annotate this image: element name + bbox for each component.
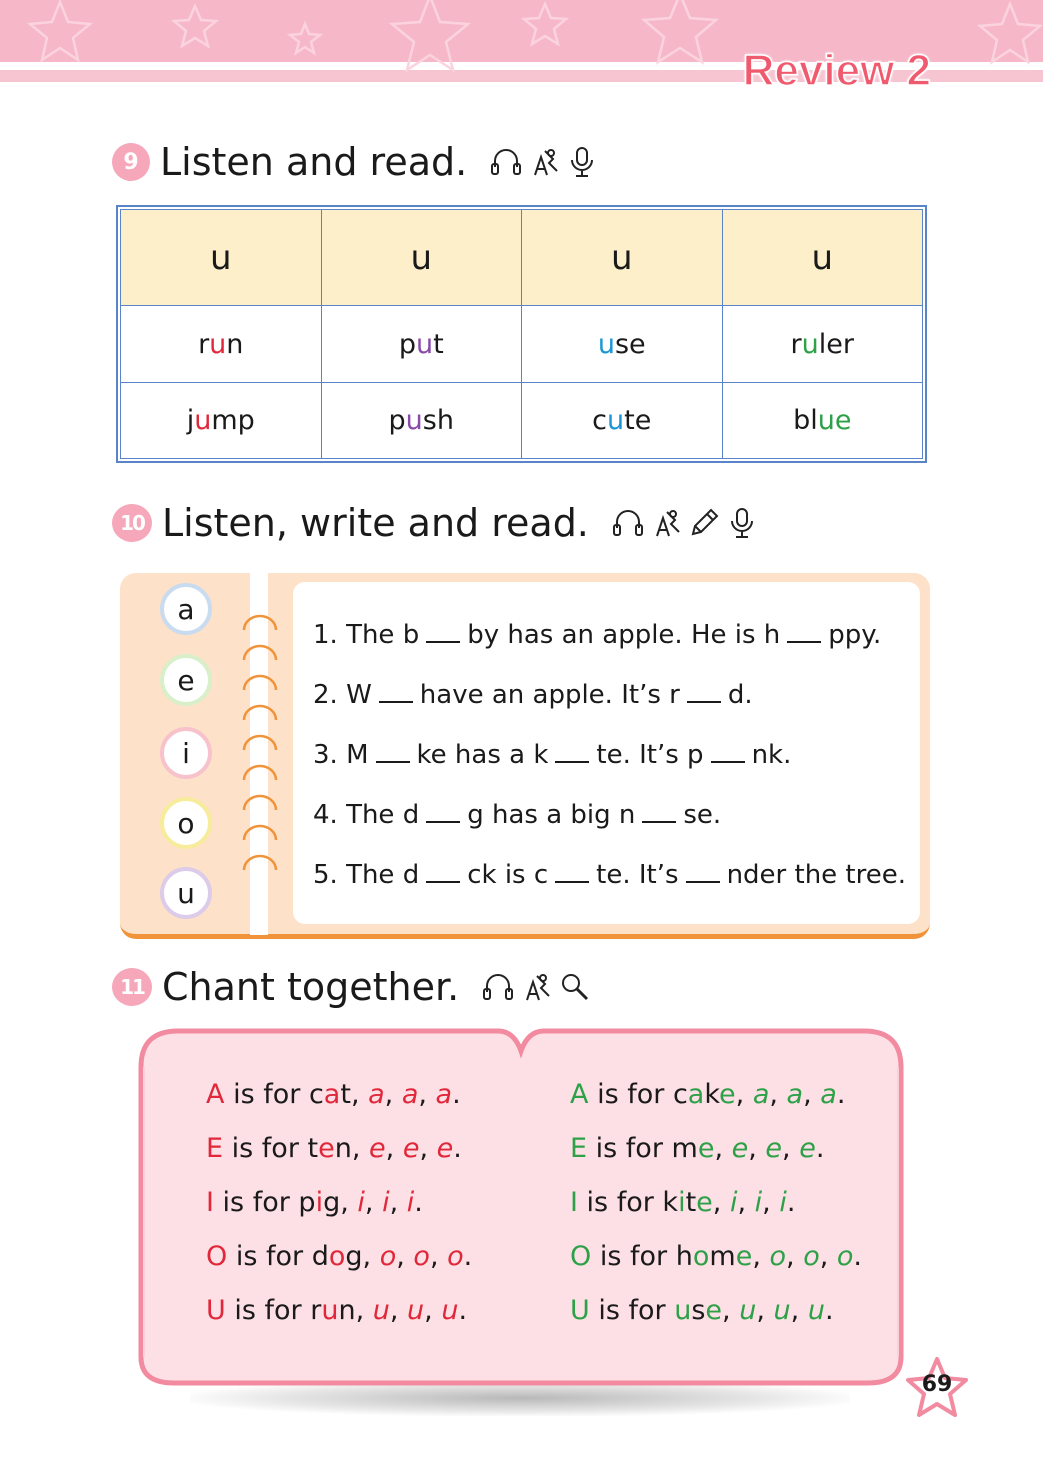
activity-icons <box>481 970 591 1004</box>
blank-input[interactable] <box>426 625 460 643</box>
activity-icons <box>611 506 759 540</box>
table-cell: cute <box>522 382 723 458</box>
table-row <box>121 306 923 382</box>
blank-input[interactable] <box>711 745 745 763</box>
table-cell: use <box>522 306 723 382</box>
blank-input[interactable] <box>376 745 410 763</box>
vowel-circle-e: e <box>160 654 212 706</box>
blank-input[interactable] <box>555 865 589 883</box>
chant-line: U is for use, u, u, u. <box>570 1295 834 1326</box>
chant-line: U is for run, u, u, u. <box>206 1295 468 1326</box>
table-header-cell: u <box>722 210 923 306</box>
chant-line: A is for cake, a, a, a. <box>570 1079 846 1110</box>
pointing-reader-icon <box>649 506 683 540</box>
table-header-cell: u <box>522 210 723 306</box>
blank-input[interactable] <box>687 685 721 703</box>
section-9-heading <box>112 140 599 184</box>
section-title: Listen and read. <box>160 140 468 184</box>
chant-left-column <box>206 1068 472 1338</box>
chant-line: O is for dog, o, o, o. <box>206 1241 473 1272</box>
spiral-rings-decoration <box>238 610 282 880</box>
pointing-reader-icon <box>527 145 561 179</box>
table-cell: jump <box>121 382 322 458</box>
table-cell: run <box>121 306 322 382</box>
magnifier-icon <box>557 970 591 1004</box>
sentence-1: 1. The b by has an apple. He is h ppy. <box>313 620 882 650</box>
section-number-badge: 9 <box>112 143 150 181</box>
blank-input[interactable] <box>379 685 413 703</box>
blank-input[interactable] <box>787 625 821 643</box>
blank-input[interactable] <box>426 865 460 883</box>
table-cell: push <box>321 382 522 458</box>
sentence-3: 3. M ke has a k te. It’s p nk. <box>313 740 792 770</box>
section-title: Chant together. <box>162 965 460 1009</box>
top-banner <box>0 0 1043 86</box>
review-title: Review 2 <box>742 46 931 86</box>
phonics-table <box>116 205 927 463</box>
page-number: 69 <box>921 1372 953 1397</box>
pencil-icon <box>687 506 721 540</box>
pointing-reader-icon <box>519 970 553 1004</box>
blank-input[interactable] <box>642 805 676 823</box>
sentence-list <box>313 605 913 905</box>
section-number-badge: 10 <box>112 504 152 542</box>
vowel-circle-o: o <box>160 797 212 849</box>
microphone-icon <box>565 145 599 179</box>
section-title: Listen, write and read. <box>162 501 589 545</box>
section-11-heading <box>112 965 591 1009</box>
headphones-icon <box>481 970 515 1004</box>
table-cell: blue <box>722 382 923 458</box>
blank-input[interactable] <box>426 805 460 823</box>
table-row <box>121 382 923 458</box>
sentence-5: 5. The d ck is c te. It’s nder the tree. <box>313 860 906 890</box>
table-header-row <box>121 210 923 306</box>
table-cell: ruler <box>722 306 923 382</box>
blank-input[interactable] <box>555 745 589 763</box>
sentence-4: 4. The d g has a big n se. <box>313 800 722 830</box>
table-header-cell: u <box>121 210 322 306</box>
section-number-badge: 11 <box>112 968 152 1006</box>
sentence-2: 2. W have an apple. It’s r d. <box>313 680 753 710</box>
headphones-icon <box>489 145 523 179</box>
blank-input[interactable] <box>686 865 720 883</box>
chant-line: E is for ten, e, e, e. <box>206 1133 462 1164</box>
chant-line: I is for pig, i, i, i. <box>206 1187 423 1218</box>
vowel-circle-u: u <box>160 867 212 919</box>
activity-icons <box>489 145 599 179</box>
chant-line: E is for me, e, e, e. <box>570 1133 825 1164</box>
vowel-circle-a: a <box>160 583 212 635</box>
chant-line: I is for kite, i, i, i. <box>570 1187 796 1218</box>
section-10-heading <box>112 501 759 545</box>
chant-line: A is for cat, a, a, a. <box>206 1079 461 1110</box>
table-cell: put <box>321 306 522 382</box>
chant-right-column <box>570 1068 862 1338</box>
table-header-cell: u <box>321 210 522 306</box>
chant-line: O is for home, o, o, o. <box>570 1241 863 1272</box>
microphone-icon <box>725 506 759 540</box>
headphones-icon <box>611 506 645 540</box>
vowel-circle-i: i <box>160 727 212 779</box>
